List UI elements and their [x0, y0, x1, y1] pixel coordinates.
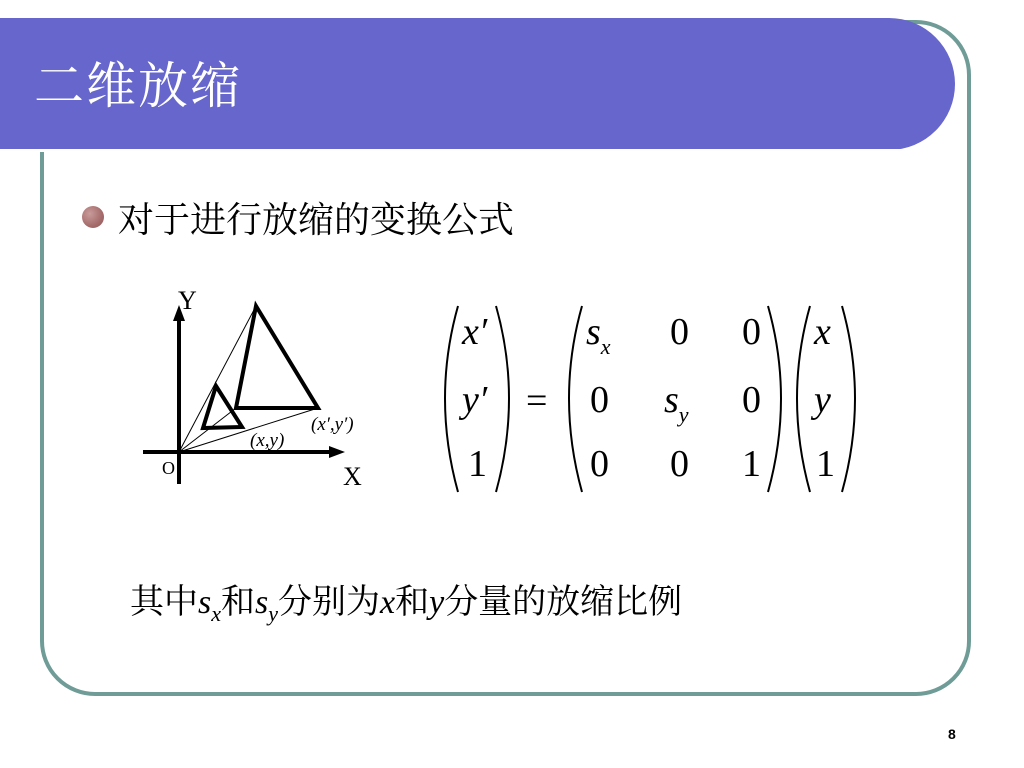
matrix-cell: 0 — [590, 379, 609, 421]
origin-label: O — [162, 458, 175, 478]
point-label: (x,y) — [250, 430, 285, 451]
caption-y: y — [429, 584, 445, 621]
caption-text: 和 — [221, 582, 255, 622]
equals-sign: = — [526, 380, 548, 422]
axis-x-label: X — [343, 462, 362, 491]
matrix-sx: $s_x$ — [586, 311, 611, 359]
matrix-cell: 0 — [742, 379, 761, 421]
lhs-x-prime: x′ — [462, 311, 488, 353]
bullet-text: 对于进行放缩的变换公式 — [118, 200, 515, 241]
caption-x: x — [380, 584, 396, 621]
caption-sy: s — [255, 584, 269, 621]
bracket-right — [496, 306, 509, 492]
matrix-cell: 0 — [670, 443, 689, 485]
bracket-left — [569, 306, 582, 492]
caption-text: 分量的放缩比例 — [444, 582, 683, 622]
slide-title: 二维放缩 — [34, 57, 242, 115]
bracket-right — [768, 306, 781, 492]
bracket-left — [797, 306, 810, 492]
bracket-left — [445, 306, 458, 492]
matrix-sy: $s_y$ — [664, 379, 689, 427]
caption-sx-sub: x — [211, 601, 221, 626]
rhs-x: x — [814, 311, 831, 353]
caption-sy-sub: y — [268, 601, 278, 626]
caption-text: 分别为 — [278, 582, 380, 622]
axis-y-label: Y — [178, 286, 197, 315]
lhs-y-prime: y′ — [462, 379, 488, 421]
caption — [130, 574, 682, 627]
point-prime-label: (x′,y′) — [311, 414, 354, 435]
bracket-right — [842, 306, 855, 492]
rhs-one: 1 — [816, 443, 835, 485]
matrix-cell: 0 — [590, 443, 609, 485]
matrix-cell: 1 — [742, 443, 761, 485]
lhs-one: 1 — [468, 443, 487, 485]
page-number: 8 — [948, 726, 956, 742]
caption-text: 和 — [395, 582, 430, 622]
matrix-cell: 0 — [670, 311, 689, 353]
caption-sx: s — [198, 584, 212, 621]
matrix-cell: 0 — [742, 311, 761, 353]
rhs-y: y — [814, 379, 831, 421]
caption-text: 其中 — [130, 582, 198, 622]
